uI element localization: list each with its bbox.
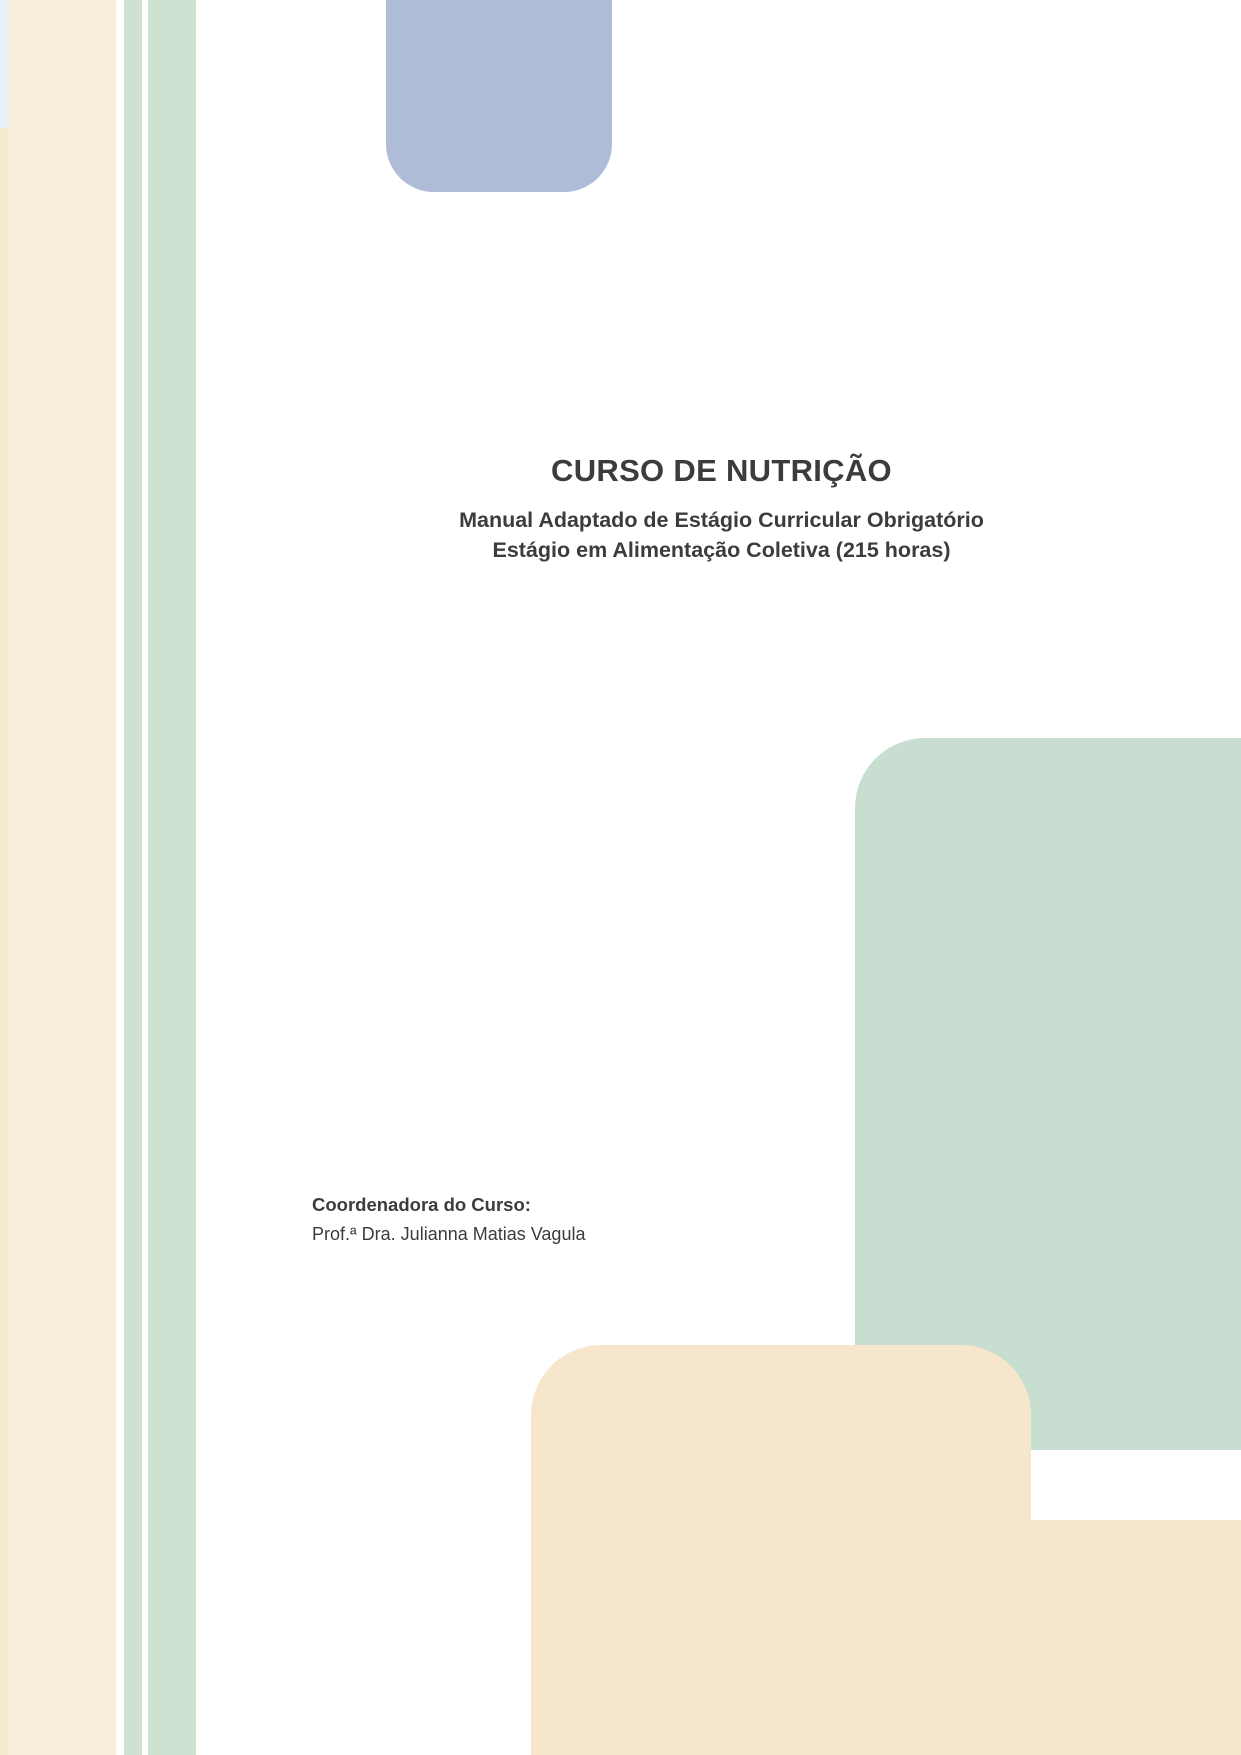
coordinator-block (312, 1192, 585, 1247)
left-band-green-thin (124, 0, 142, 1755)
cover-content (202, 0, 1241, 1755)
left-band-white-1 (116, 0, 124, 1755)
left-band-cream-outer (0, 0, 8, 1755)
left-band-cream-main (8, 0, 116, 1755)
subtitle-line-1: Manual Adaptado de Estágio Curricular Obrigatório (459, 508, 984, 532)
coordinator-name: Prof.ª Dra. Julianna Matias Vagula (312, 1224, 586, 1244)
subtitle-line-2: Estágio em Alimentação Coletiva (215 horas) (492, 538, 951, 562)
page-title: CURSO DE NUTRIÇÃO (551, 452, 892, 488)
left-band-notch (0, 0, 8, 128)
left-band-green-wide (148, 0, 196, 1755)
coordinator-label: Coordenadora do Curso: (312, 1194, 531, 1215)
document-subtitle (202, 505, 1241, 565)
